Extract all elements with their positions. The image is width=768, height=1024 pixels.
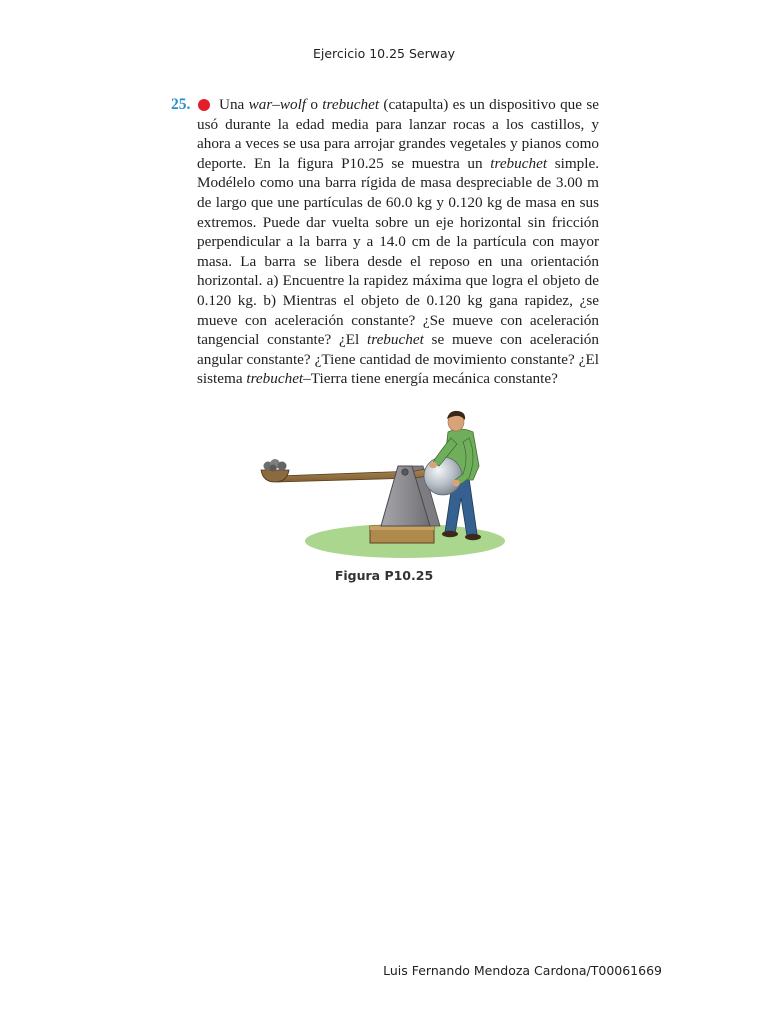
- problem-statement: [197, 95, 599, 389]
- problem-term-trebuchet: trebuchet: [322, 96, 380, 113]
- problem-25: [171, 95, 599, 389]
- man-shoe-right: [465, 534, 481, 540]
- man-hand-left: [429, 462, 437, 468]
- figure-caption: Figura P10.25: [334, 568, 434, 583]
- problem-term-trebuchet: trebuchet: [367, 331, 424, 349]
- stone-ball: [424, 457, 462, 495]
- problem-term-trebuchet: trebuchet: [246, 370, 304, 388]
- man-hand-right: [452, 480, 460, 486]
- figure-trebuchet: [255, 408, 505, 560]
- problem-text-segment: (catapulta) es un dispositivo que se usó durante la edad media para lanzar rocas a los castillos, y ahora a veces se usa para arrojar grandes vegetales y pianos como deporte. En la figura P10.25 se muestra un: [197, 96, 599, 172]
- problem-text-segment: se mueve con aceleración angular constante? ¿Tiene cantidad de movimiento constante? ¿El sistema: [197, 331, 599, 388]
- man-shoe-left: [442, 531, 458, 537]
- problem-text-segment: o: [306, 96, 323, 113]
- problem-term-war-wolf: war–wolf: [248, 96, 307, 113]
- page-header: Ejercicio 10.25 Serway: [312, 46, 456, 61]
- problem-term-trebuchet: trebuchet: [490, 154, 548, 172]
- difficulty-dot-icon: [198, 99, 210, 111]
- problem-text-segment: Una: [219, 96, 249, 113]
- trebuchet-illustration: [255, 408, 505, 560]
- problem-text-segment: –Tierra tiene energía mecánica constante?: [303, 370, 558, 388]
- pivot-axle: [402, 469, 408, 475]
- problem-text-segment: simple. Modélelo como una barra rígida de masa despreciable de 3.00 m de largo que une partículas de 60.0 kg y 0.120 kg de masa en sus extremos. Puede dar vuelta sobre un eje horizontal sin fricción perpendicular a la barra y a 14.0 cm de la partícula con mayor masa. La barra se libera desde el reposo en una orientación horizontal. a) Encuentre la rapidez máxima que logra el objeto de 0.120 kg. b) Mientras el objeto de 0.120 kg gana rapidez, ¿se mueve con aceleración constante? ¿Se mueve con aceleración tangencial constante? ¿El: [197, 154, 600, 349]
- page-footer: Luis Fernando Mendoza Cardona/T00061669: [383, 963, 662, 978]
- problem-number: 25.: [171, 96, 191, 113]
